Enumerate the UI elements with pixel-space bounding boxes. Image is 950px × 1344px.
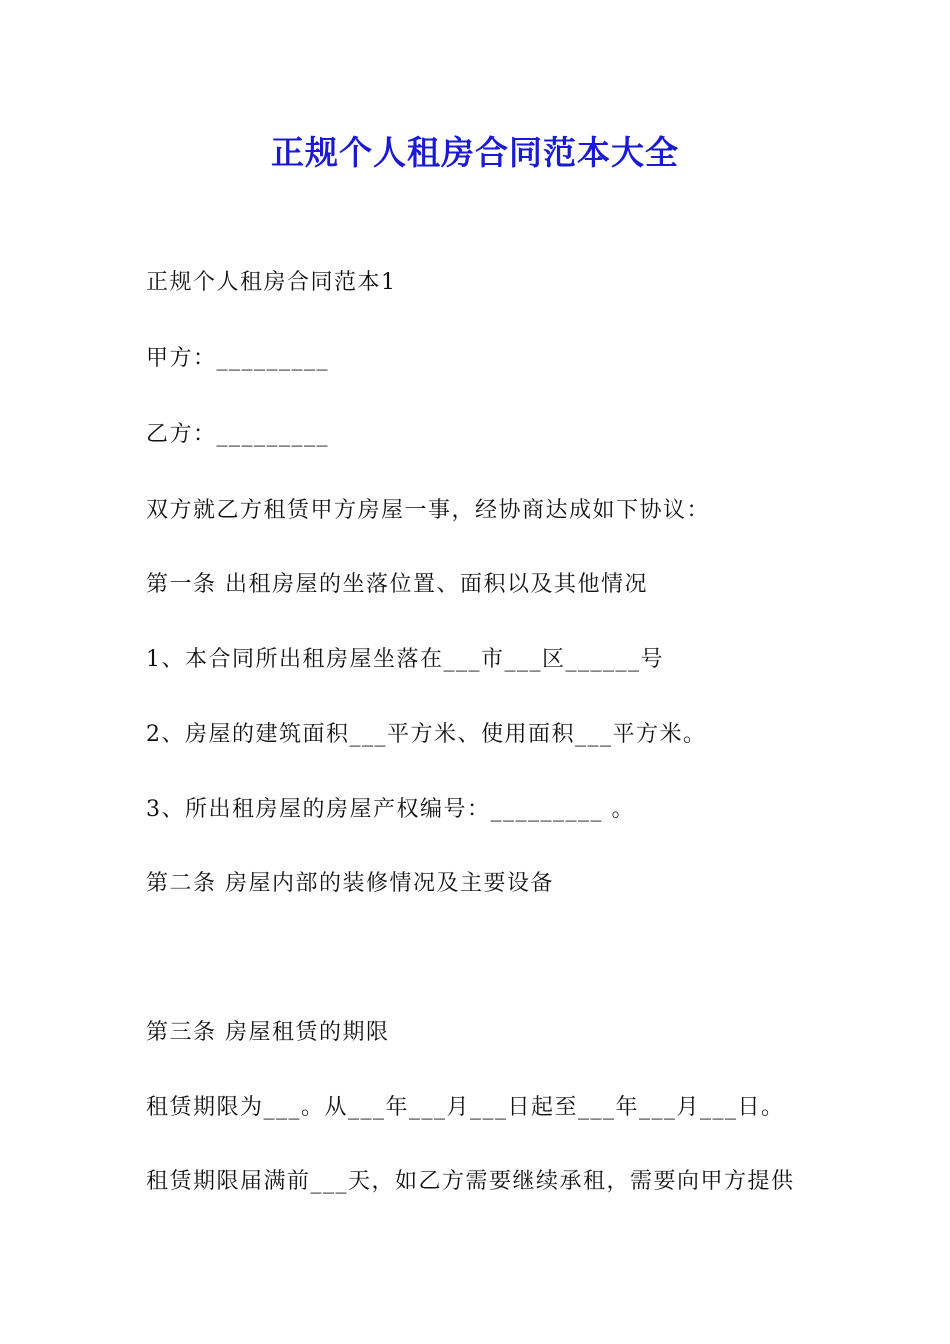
document-title: 正规个人租房合同范本大全 xyxy=(271,133,679,172)
article-3-heading: 第三条 房屋租赁的期限 xyxy=(146,1020,390,1045)
article-1-item-1: 1、本合同所出租房屋坐落在___市___区______号 xyxy=(146,647,664,672)
lease-term-line: 租赁期限为___。从___年___月___日起至___年___月___日。 xyxy=(146,1095,785,1120)
article-1-item-2: 2、房屋的建筑面积___平方米、使用面积___平方米。 xyxy=(146,722,707,747)
article-2-heading: 第二条 房屋内部的装修情况及主要设备 xyxy=(146,871,554,896)
article-1-heading: 第一条 出租房屋的坐落位置、面积以及其他情况 xyxy=(146,572,648,597)
agreement-intro: 双方就乙方租赁甲方房屋一事，经协商达成如下协议： xyxy=(146,498,711,523)
section-heading: 正规个人租房合同范本1 xyxy=(146,270,397,295)
lease-renewal-line: 租赁期限届满前___天，如乙方需要继续承租，需要向甲方提供 xyxy=(146,1169,795,1194)
article-1-item-3: 3、所出租房屋的房屋产权编号：_________ 。 xyxy=(146,797,635,822)
party-a-line: 甲方：_________ xyxy=(146,346,330,371)
party-b-line: 乙方：_________ xyxy=(146,422,330,447)
